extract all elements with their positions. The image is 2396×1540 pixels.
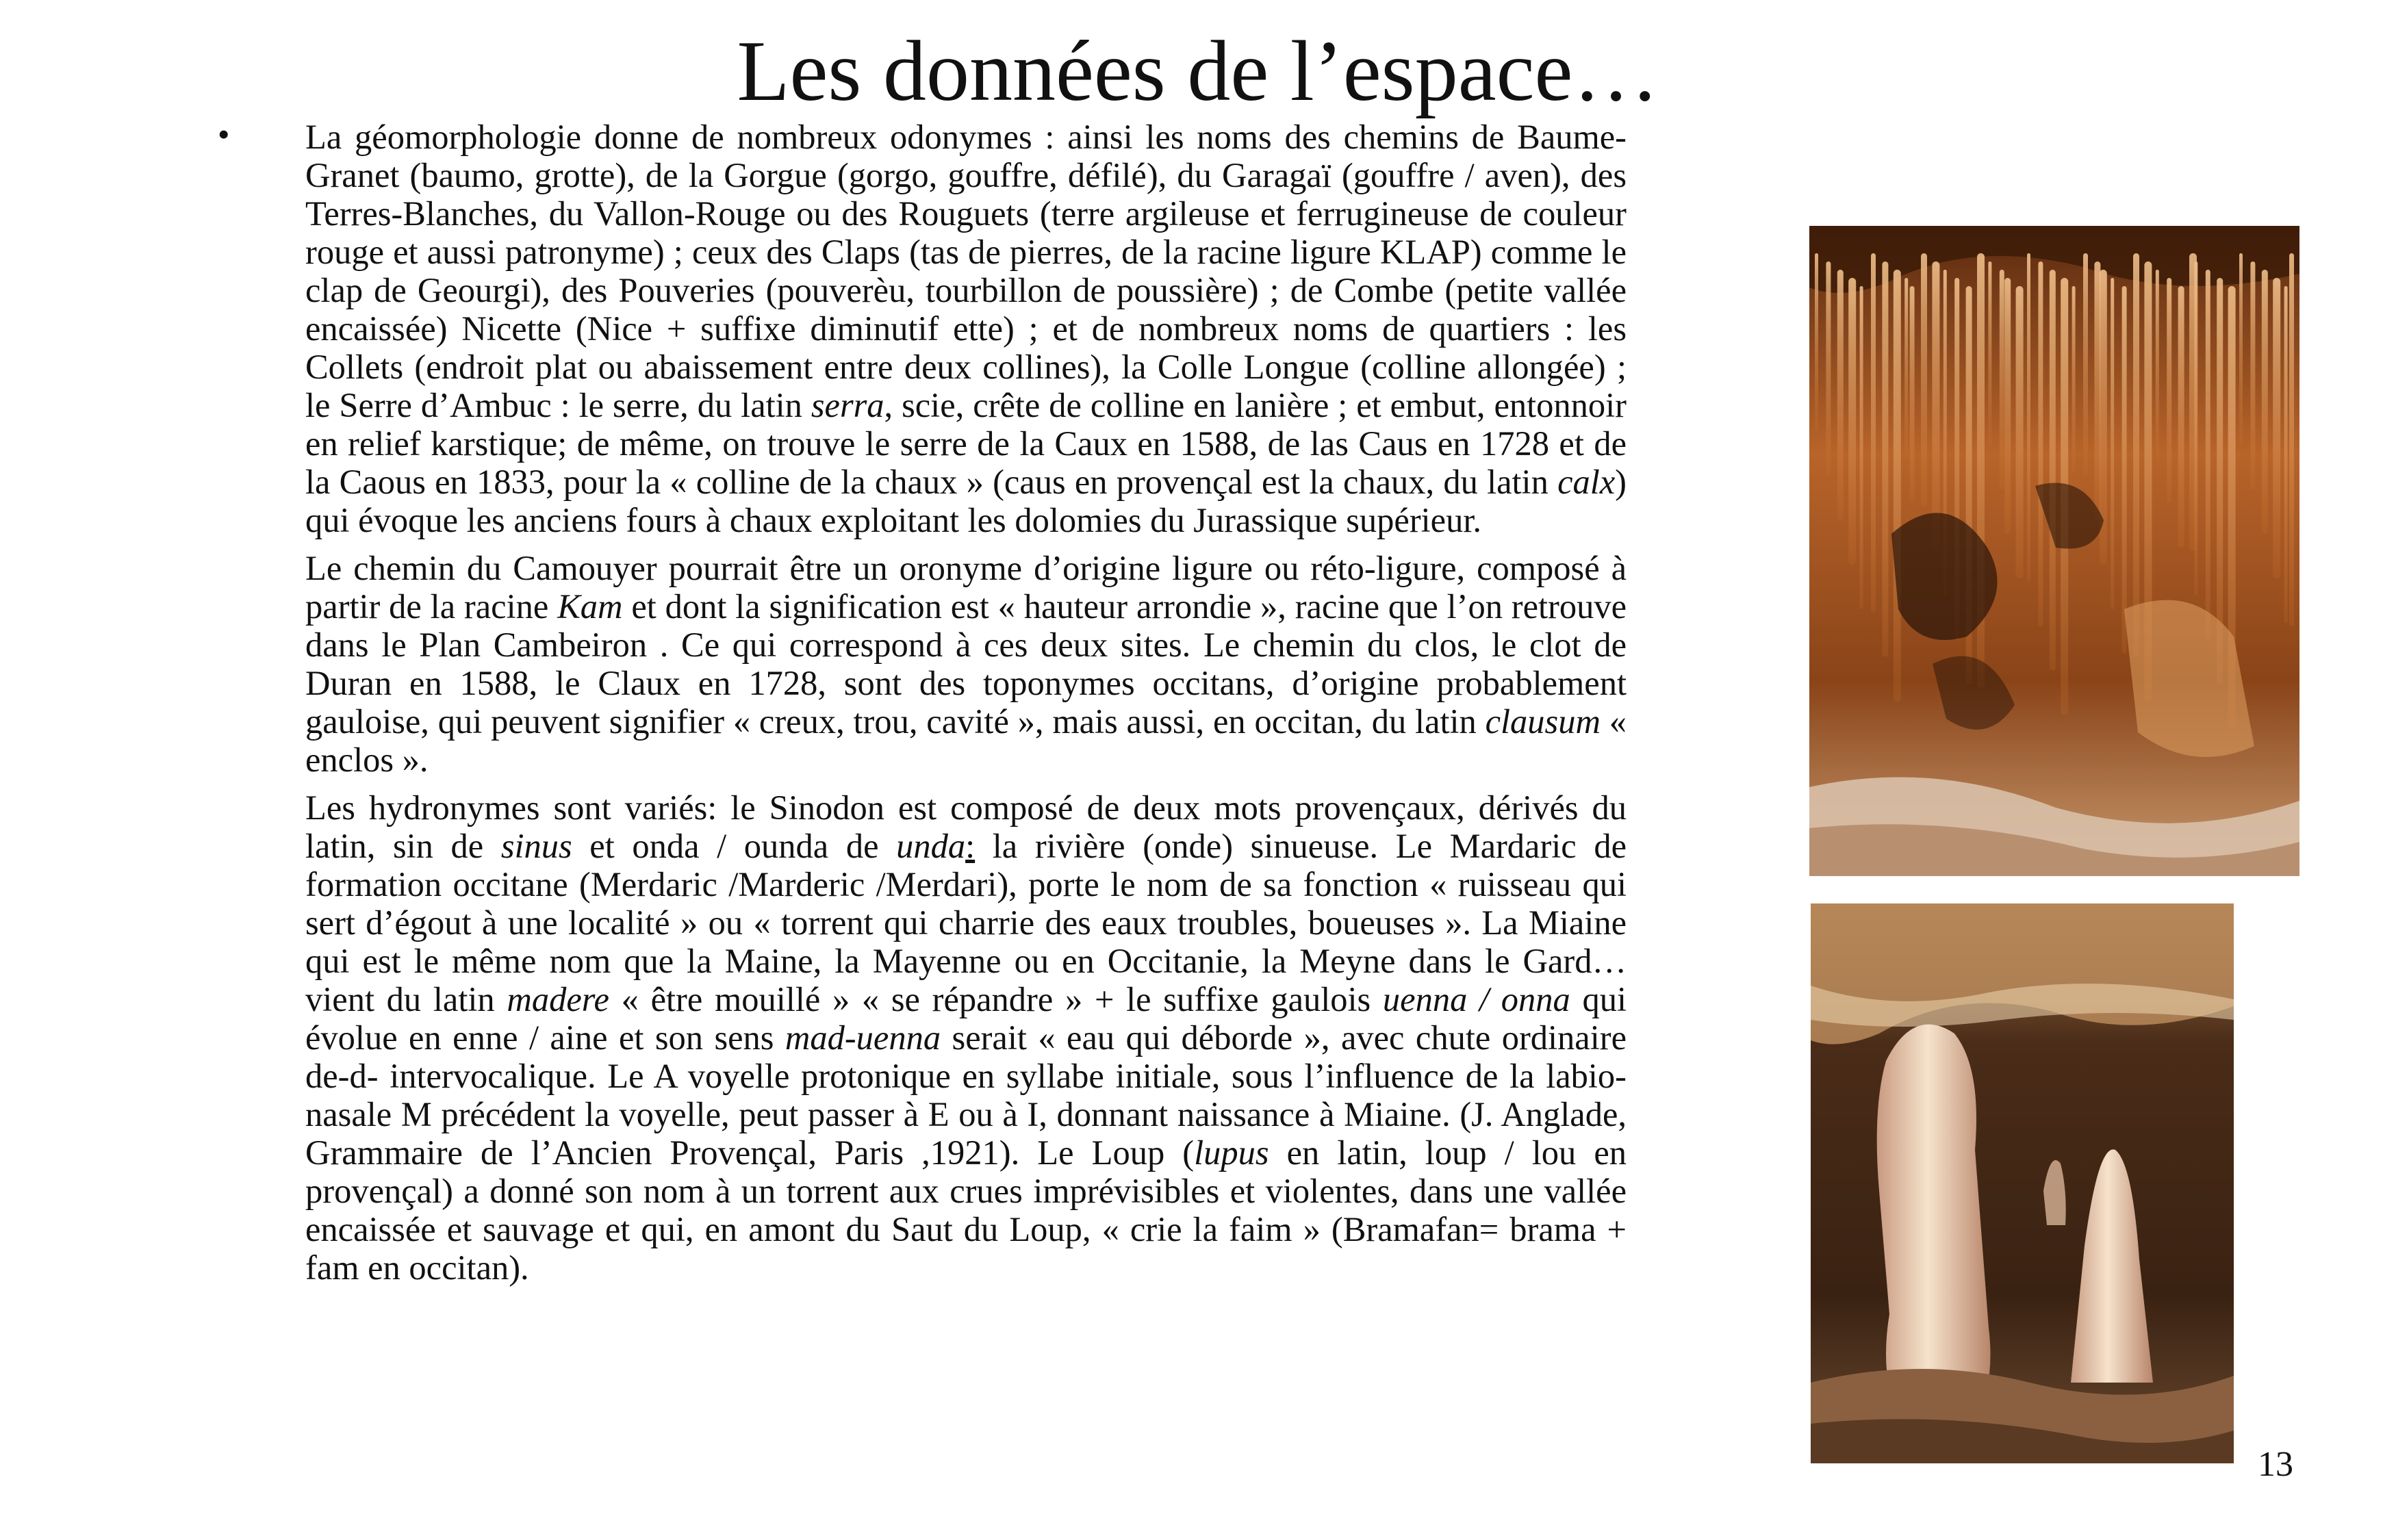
paragraph-camouyer	[305, 549, 1627, 779]
bullet-marker: •	[218, 115, 230, 153]
stalactite-strand	[2194, 261, 2197, 595]
page-number: 13	[2258, 1445, 2293, 1484]
stalactite-strand	[1904, 278, 1908, 459]
stalactite-strand	[1882, 261, 1888, 657]
italic-term: lupus	[1194, 1133, 1269, 1172]
text-run: et onda / ounda de	[572, 827, 897, 865]
italic-term: Kam	[557, 587, 623, 626]
cave-stalagmites-photo	[1811, 903, 2234, 1463]
stalactite-strand	[1860, 286, 1863, 609]
text-run: et dont la signification est « hauteur arrondie », racine que l’on retrouve dans le Plan Cambeiron . Ce qui correspond à ces deux sites. Le chemin du clos, le clot de Duran en 1588, le Claux en 1728, sont des toponymes occitans, d’origine probablement gauloise, qui peuvent signifier « creux, trou, cavité », mais aussi, en occitan, du latin	[305, 587, 1627, 741]
stalactite-strand	[2122, 286, 2127, 654]
stalactite-strand	[2167, 278, 2171, 503]
italic-term: sinus	[500, 827, 572, 865]
underlined-text: :	[965, 827, 976, 865]
stalactite-strand	[2111, 278, 2114, 609]
stalactite-strand	[2239, 253, 2243, 445]
italic-term: serra	[811, 386, 884, 424]
text-run: qui évolue en enne / aine et son sens	[305, 980, 1627, 1057]
stalactite-strand	[2284, 286, 2288, 623]
stalactite-strand	[2083, 253, 2088, 476]
italic-term: calx	[1557, 463, 1616, 501]
stalactite-strand	[2178, 286, 2184, 548]
text-run: Les hydronymes sont variés: le Sinodon est composé de deux mots provençaux, dérivés du latin, sin de	[305, 788, 1627, 865]
stalactite-strand	[2262, 270, 2268, 534]
stalactite-strand	[2038, 261, 2043, 626]
stalactite-strand	[2072, 286, 2076, 472]
cave-stalagmites-image	[1811, 903, 2234, 1463]
stalactite-strand	[1815, 253, 1818, 431]
stalactite-strand	[1988, 261, 1991, 445]
italic-term: madere	[507, 980, 609, 1018]
stalactite-strand	[2027, 253, 2030, 582]
italic-term: unda	[896, 827, 966, 865]
italic-term: mad-uenna	[785, 1018, 941, 1057]
text-run: « enclos ».	[305, 702, 1627, 779]
text-run: en latin, loup / lou en provençal) a donné son nom à un torrent aux crues imprévisibles et violentes, dans une vallée encaissée et sauvage et qui, en amont du Saut du Loup, « crie la faim » (Bramafan= brama + fam en occitan).	[305, 1133, 1627, 1287]
text-run: La géomorphologie donne de nombreux odonymes : ainsi les noms des chemins de Baume-Granet (baumo, grotte), de la Gorgue (gorgo, gouffre, défilé), du Garagaï (gouffre / aven), des Terres-Blanches, du Vallon-Rouge ou des Rouguets (terre argileuse et ferrugineuse de couleur rouge et aussi patronyme) ; ceux des Claps (tas de pierres, de la racine ligure KLAP) comme le clap de Geourgi), des Pouveries (pouverèu, tourbillon de poussière) ; de Combe (petite vallée encaissée) Nicette (Nice + suffixe diminutif ette) ; et de nombreux noms de quartiers : les Collets (endroit plat ou abaissement entre deux collines), la Colle Longue (colline allongée) ; le Serre d’Ambuc : le serre, du latin	[305, 118, 1627, 424]
stalactite-strand	[2050, 270, 2056, 671]
cave-stalactites-image	[1809, 226, 2299, 876]
stalactite-strand	[2206, 270, 2210, 640]
stalactite-strand	[2133, 253, 2139, 657]
stalactite-strand	[2289, 253, 2294, 626]
paragraph-geomorphologie	[305, 118, 1627, 539]
paragraph-hydronymes	[305, 788, 1627, 1287]
stalactite-strand	[1826, 261, 1831, 476]
italic-term: clausum	[1485, 702, 1601, 741]
text-run: serait « eau qui déborde », avec chute ordinaire de-d- intervocalique. Le A voyelle protonique en syllabe initiale, sous l’influence de la labio-nasale M précédent la voyelle, peut passer à E ou à I, donnant naissance à Miaine. (J. Anglade, Grammaire de l’Ancien Provençal, Paris ,1921). Le Loup (	[305, 1018, 1627, 1172]
cave-stalactites-photo	[1809, 226, 2299, 876]
text-run: ) qui évoque les anciens fours à chaux exploitant les dolomies du Jurassique supérieur.	[305, 463, 1627, 539]
slide-title: Les données de l’espace…	[737, 24, 1659, 119]
body-text	[305, 118, 1627, 1287]
text-run: la rivière (onde) sinueuse. Le Mardaric de formation occitane (Merdaric /Marderic /Merdari), porte le nom de sa fonction « ruisseau qui sert d’égout à une localité » ou « torrent qui charrie des eaux troubles, boueuses ». La Miaine qui est le même nom que la Maine, la Mayenne ou en Occitanie, la Meyne dans le Gard… vient du latin	[305, 827, 1627, 1018]
stalactite-strand	[1910, 286, 1915, 503]
stalactite-strand	[2004, 278, 2011, 534]
stalactite-strand	[1848, 278, 1856, 565]
stalactite-strand	[2016, 286, 2024, 578]
italic-term: uenna / onna	[1382, 980, 1570, 1018]
stalactite-strand	[1871, 253, 1876, 613]
text-run: , scie, crête de colline en lanière ; et embut, entonnoir en relief karstique; de même, on trouve le serre de la Caux en 1588, de las Caus en 1728 et de la Caous en 1833, pour la « colline de la chaux » (caus en provençal est la chaux, du latin	[305, 386, 1627, 501]
stalactite-strand	[2250, 261, 2255, 489]
stalactite-strand	[1921, 253, 1927, 506]
stalactite-strand	[2273, 278, 2280, 578]
text-run: « être mouillé » « se répandre » + le suffixe gaulois	[609, 980, 1383, 1018]
text-run: Le chemin du Camouyer pourrait être un oronyme d’origine ligure ou réto-ligure, composé à partir de la racine	[305, 549, 1627, 626]
stalactite-strand	[1894, 270, 1901, 702]
stalactite-strand	[1837, 270, 1844, 520]
stalactite-strand	[2156, 270, 2159, 459]
stalactite-strand	[2000, 270, 2004, 489]
stalactite-strand	[1932, 261, 1939, 551]
